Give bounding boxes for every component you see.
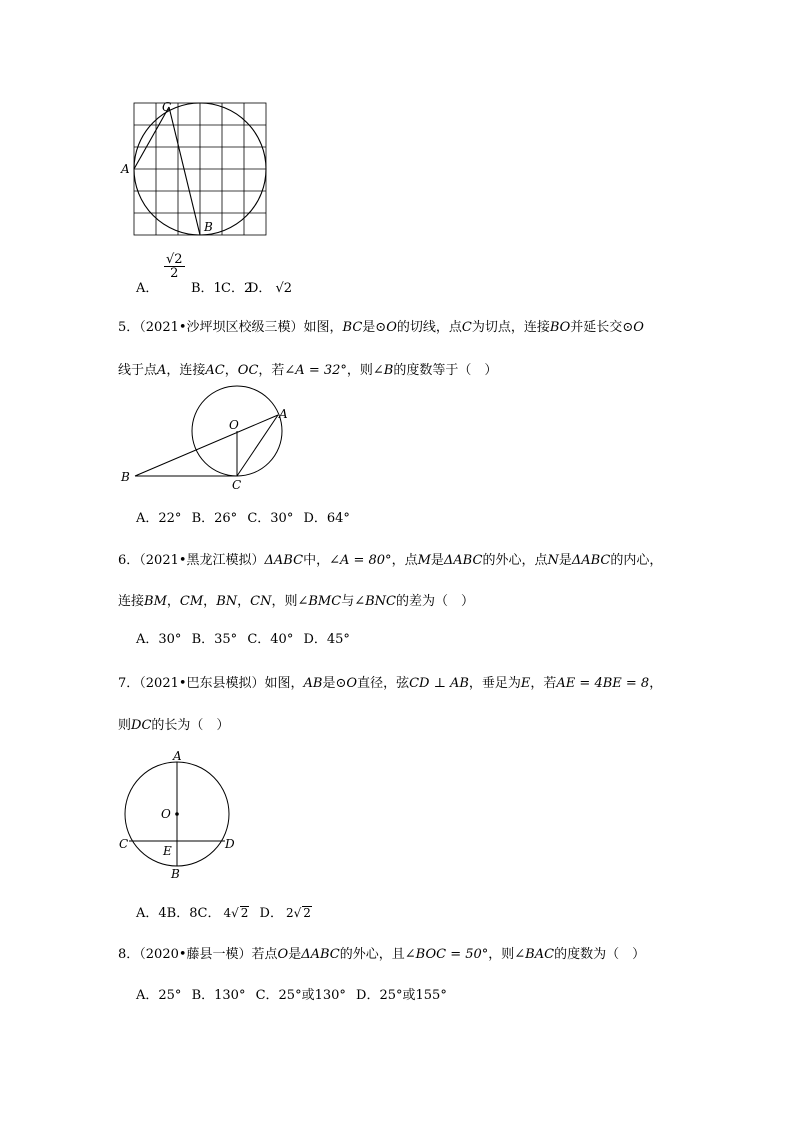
q7-option-b[interactable]: B．8 [166, 906, 198, 921]
fig1-label-a: A [121, 162, 130, 176]
q6-option-d[interactable]: D．45° [303, 632, 350, 647]
q5-line2: 线于点A，连接AC，OC，若∠A = 32°，则∠B的度数等于（ ） [118, 363, 498, 378]
fig7-label-c: C [119, 837, 129, 851]
q5-line1: 5．（2021•沙坪坝区校级三模）如图，BC是⊙O的切线，点C为切点，连接BO并延长交⊙O [118, 320, 644, 335]
fig5-label-a: A [279, 407, 288, 421]
q6-line2: 连接BM，CM，BN，CN，则∠BMC与∠BNC的差为（ ） [118, 594, 475, 609]
fig5-label-c: C [232, 478, 242, 492]
q4-option-d[interactable]: D． √2 [248, 281, 292, 296]
q8-options [136, 984, 447, 1003]
q4-option-c[interactable]: C．2 [221, 281, 253, 296]
fig7-label-a: A [173, 749, 182, 763]
fig5-label-o: O [229, 418, 239, 432]
fig7-label-o: O [161, 807, 171, 821]
q7-line1: 7．（2021•巴东县模拟）如图，AB是⊙O直径，弦CD ⊥ AB，垂足为E，若AE = 4BE = 8， [118, 676, 663, 691]
q5-option-c[interactable]: C．30° [247, 511, 294, 526]
q7-option-c[interactable]: C． 4√ 2 [197, 906, 249, 921]
q5-option-a[interactable]: A．22° [136, 511, 182, 526]
fig1-label-c: C [162, 100, 172, 114]
q7-option-d[interactable]: D． 2√ 2 [259, 906, 311, 921]
figure-grid-circle [118, 98, 278, 240]
figure-q5-tangent [115, 385, 295, 495]
q5-options [136, 507, 350, 526]
figure-q7-diameter [115, 748, 245, 883]
q7-option-a[interactable]: A．4 [136, 906, 167, 921]
q4-option-a-fraction: $\frac{√2}{2}$ [166, 252, 183, 281]
fig7-label-e: E [163, 844, 172, 858]
q7-options [136, 902, 312, 921]
fig7-label-d: D [225, 837, 235, 851]
q6-option-c[interactable]: C．40° [247, 632, 294, 647]
q6-option-a[interactable]: A．30° [136, 632, 182, 647]
q8-option-c[interactable]: C．25°或130° [255, 988, 346, 1003]
q6-option-b[interactable]: B．35° [191, 632, 238, 647]
fig5-label-b: B [121, 470, 130, 484]
q7-line2: 则DC的长为（ ） [118, 718, 230, 733]
q6-options [136, 628, 350, 647]
q8-option-a[interactable]: A．25° [136, 988, 182, 1003]
q6-line1: 6．（2021•黑龙江模拟）ΔABC中，∠A = 80°，点M是ΔABC的外心，点N是ΔABC的内心， [118, 553, 663, 568]
fig7-label-b: B [171, 867, 180, 881]
q5-option-b[interactable]: B．26° [191, 511, 238, 526]
q4-option-a[interactable]: A． [136, 281, 159, 296]
q8-option-b[interactable]: B．130° [191, 988, 246, 1003]
q8-option-d[interactable]: D．25°或155° [356, 988, 447, 1003]
q4-option-b[interactable]: B．1 [191, 281, 222, 296]
q8-line1: 8．（2020•藤县一模）若点O是ΔABC的外心，且∠BOC = 50°，则∠BAC的度数为（ ） [118, 947, 646, 962]
q5-option-d[interactable]: D．64° [303, 511, 350, 526]
fig1-label-b: B [204, 220, 213, 234]
